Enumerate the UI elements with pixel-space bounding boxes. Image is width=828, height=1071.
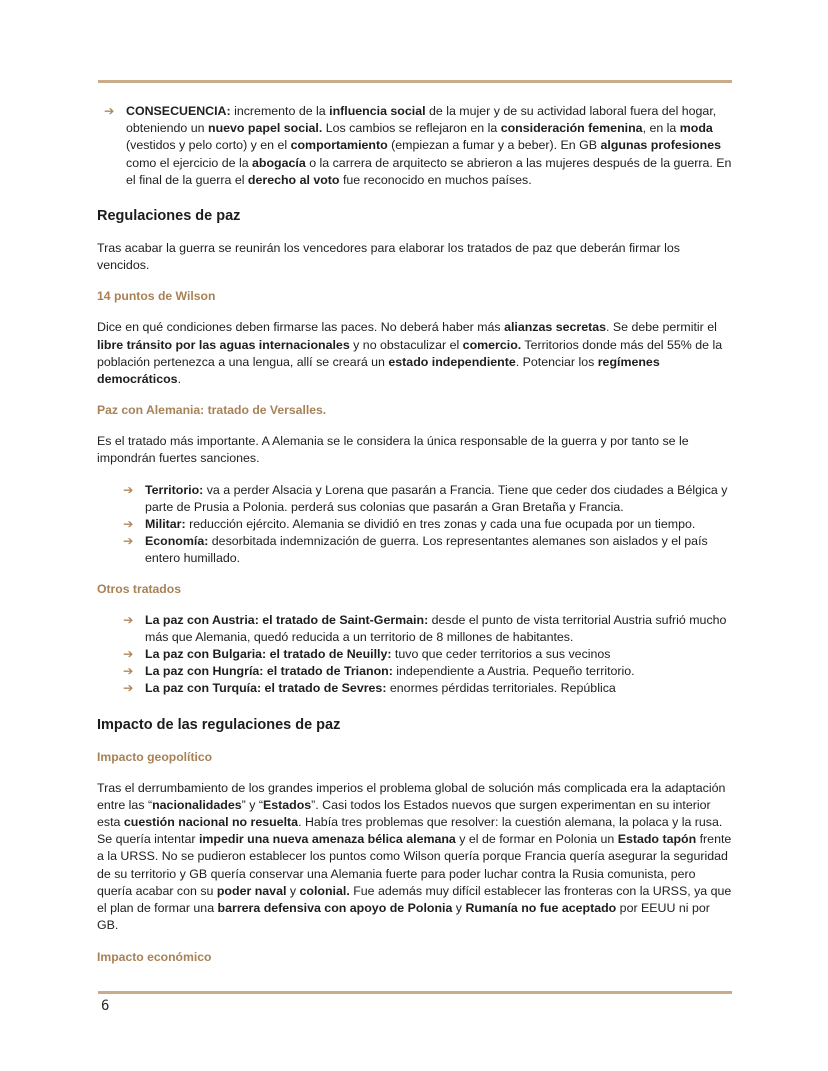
text-run: frente a la URSS. No se pudieron establecer los puntos como Wilson quería porque Francia quería asegurar la seguridad de su territorio y GB quería conservar una Alemania fuerte para poder luchar contra la Rusia comunista, pero quería acabar con su	[97, 832, 732, 898]
bold-text: Rumanía no fue aceptado	[465, 901, 617, 916]
subheading-wilson: 14 puntos de Wilson	[97, 289, 216, 304]
bold-text: derecho al voto	[247, 172, 340, 187]
text-run: desde el punto de vista territorial Austria sufrió mucho más que Alemania, quedó reducida a un territorio de 8 millones de habitantes.	[145, 612, 727, 644]
list-item	[97, 612, 733, 646]
heading-impacto: Impacto de las regulaciones de paz	[97, 716, 341, 733]
bold-text: nuevo papel social.	[208, 121, 323, 136]
otros-list	[97, 612, 733, 698]
text-run: Tras acabar la guerra se reunirán los vencedores para elaborar los tratados de paz que deberán firmar los vencidos.	[97, 241, 680, 273]
text-run: y	[286, 883, 300, 898]
versalles-text	[97, 433, 733, 467]
list-item	[97, 516, 733, 533]
text-run: Fue además muy difícil establecer las fronteras con la URSS, ya que el plan de formar una	[97, 883, 732, 916]
text-run: (vestidos y pelo corto) y en el	[126, 138, 291, 153]
text-run: , en la	[642, 121, 680, 136]
bold-text: La paz con Austria: el tratado de Saint-Germain:	[145, 612, 429, 627]
list-item	[97, 533, 733, 567]
text-run: y	[452, 901, 466, 916]
text-run: ” y “	[241, 797, 263, 812]
text-run: Es el tratado más importante. A Alemania se le considera la única responsable de la guerra y por tanto se le impondrán fuertes sanciones.	[97, 434, 689, 466]
text-run: o la carrera de arquitecto se abrieron a las mujeres después de la guerra. En el final de la guerra el	[126, 155, 732, 187]
text-run: .	[177, 372, 182, 387]
text-run: enormes pérdidas territoriales. República	[386, 681, 616, 696]
list-item-text	[145, 517, 695, 531]
list-item	[97, 103, 733, 189]
text-run: tuvo que ceder territorios a sus vecinos	[391, 647, 611, 662]
header-rule	[98, 80, 732, 83]
versalles-list	[97, 482, 733, 568]
bold-text: Estado tapón	[617, 832, 697, 847]
text-run: desorbitada indemnización de guerra. Los representantes alemanes son aislados y el país entero humillado.	[145, 534, 708, 566]
text-run: y no obstaculizar el	[349, 337, 463, 352]
list-item	[97, 482, 733, 516]
text-run: de la mujer y de su actividad laboral fuera del hogar, obteniendo un	[126, 104, 717, 136]
text-run: va a perder Alsacia y Lorena que pasarán a Francia. Tiene que ceder dos ciudades a Bélgica y parte de Prusia a Polonia. perderá sus colonias que pasarán a Gran Bretaña y Francia.	[145, 482, 728, 514]
text-run: reducción ejército. Alemania se dividió en tres zonas y cada una fue ocupada por un tiempo.	[185, 517, 696, 532]
regulaciones-intro	[97, 240, 733, 274]
arrow-bullet-icon: ➔	[123, 647, 134, 662]
bold-text: CONSECUENCIA:	[126, 104, 231, 118]
text-run: Tras el derrumbamiento de los grandes imperios el problema global de solución más complicada era la adaptación entre las “	[97, 780, 726, 812]
bold-text: La paz con Hungría: el tratado de Trianon:	[145, 664, 393, 679]
arrow-bullet-icon: ➔	[123, 517, 134, 532]
list-item-text	[145, 613, 726, 644]
bold-text: poder naval	[216, 883, 287, 898]
bold-text: colonial.	[299, 883, 350, 898]
arrow-bullet-icon: ➔	[123, 482, 134, 497]
subheading-economico: Impacto económico	[97, 949, 212, 964]
text-run: fue reconocido en muchos países.	[339, 172, 532, 187]
bold-text: cuestión nacional no resuelta	[123, 815, 299, 830]
text-run: por EEUU ni por GB.	[97, 901, 710, 933]
bold-text: influencia social	[329, 104, 426, 118]
bold-text: abogacía	[252, 155, 306, 170]
text-run: (empiezan a fumar y a beber). En GB	[387, 138, 601, 153]
text-run: . Potenciar los	[515, 354, 598, 369]
bold-text: comportamiento	[290, 138, 388, 153]
bold-text: regímenes democráticos	[97, 354, 660, 387]
text-run: y el de formar en Polonia un	[455, 832, 618, 847]
list-item	[97, 663, 733, 680]
bold-text: algunas profesiones	[600, 138, 721, 153]
bold-text: La paz con Turquía: el tratado de Sevres:	[145, 681, 387, 696]
bold-text: nacionalidades	[152, 797, 242, 812]
list-item-text	[145, 681, 616, 695]
list-item	[97, 680, 733, 697]
arrow-bullet-icon: ➔	[123, 534, 134, 549]
arrow-bullet-icon: ➔	[123, 681, 134, 696]
bold-text: Estados	[262, 797, 312, 812]
subheading-versalles: Paz con Alemania: tratado de Versalles.	[97, 403, 327, 418]
bold-text: moda	[679, 121, 713, 136]
bold-text: alianzas secretas	[504, 320, 607, 335]
text-run: independiente a Austria. Pequeño territorio.	[392, 664, 635, 679]
arrow-bullet-icon: ➔	[104, 104, 115, 118]
bold-text: Territorio:	[145, 482, 204, 497]
bold-text: consideración femenina	[500, 121, 643, 136]
page-number: 6	[101, 998, 110, 1014]
subheading-geopolitico: Impacto geopolítico	[97, 749, 213, 764]
wilson-text	[97, 319, 733, 388]
page-content	[97, 103, 733, 966]
text-run: Territorios donde más del 55% de la población pertenezca a una lengua, allí se creará un	[97, 337, 723, 369]
bold-text: impedir una nueva amenaza bélica alemana	[198, 832, 456, 847]
text-run: incremento de la	[230, 104, 330, 118]
list-item	[97, 646, 733, 663]
text-run: . Se debe permitir el	[606, 320, 717, 335]
bold-text: comercio.	[462, 337, 522, 352]
text-run: como el ejercicio de la	[126, 155, 253, 170]
bold-text: Economía:	[145, 534, 209, 549]
list-item-text	[145, 647, 611, 661]
consecuencia-text	[126, 104, 731, 187]
list-item-text	[145, 534, 708, 565]
heading-regulaciones: Regulaciones de paz	[97, 208, 241, 225]
text-run: ”. Casi todos los Estados nuevos que surgen experimentan en su interior esta	[97, 797, 711, 830]
bold-text: Militar:	[145, 517, 186, 532]
arrow-bullet-icon: ➔	[123, 664, 134, 679]
arrow-bullet-icon: ➔	[123, 612, 134, 627]
list-item-text	[145, 483, 727, 514]
bold-text: estado independiente	[388, 354, 516, 369]
footer-rule	[98, 991, 732, 994]
bold-text: barrera defensiva con apoyo de Polonia	[217, 901, 453, 916]
text-run: . Había tres problemas que resolver: la cuestión alemana, la polaca y la rusa. Se quería intentar	[97, 815, 723, 847]
geopolitico-text	[97, 780, 733, 935]
subheading-otros: Otros tratados	[97, 581, 181, 596]
text-run: Dice en qué condiciones deben firmarse las paces. No deberá haber más	[97, 320, 505, 335]
bold-text: libre tránsito por las aguas internacionales	[97, 337, 350, 352]
list-item-text	[145, 664, 635, 678]
consecuencia-list	[97, 103, 733, 189]
bold-text: La paz con Bulgaria: el tratado de Neuilly:	[145, 647, 392, 662]
text-run: Los cambios se reflejaron en la	[322, 121, 501, 136]
